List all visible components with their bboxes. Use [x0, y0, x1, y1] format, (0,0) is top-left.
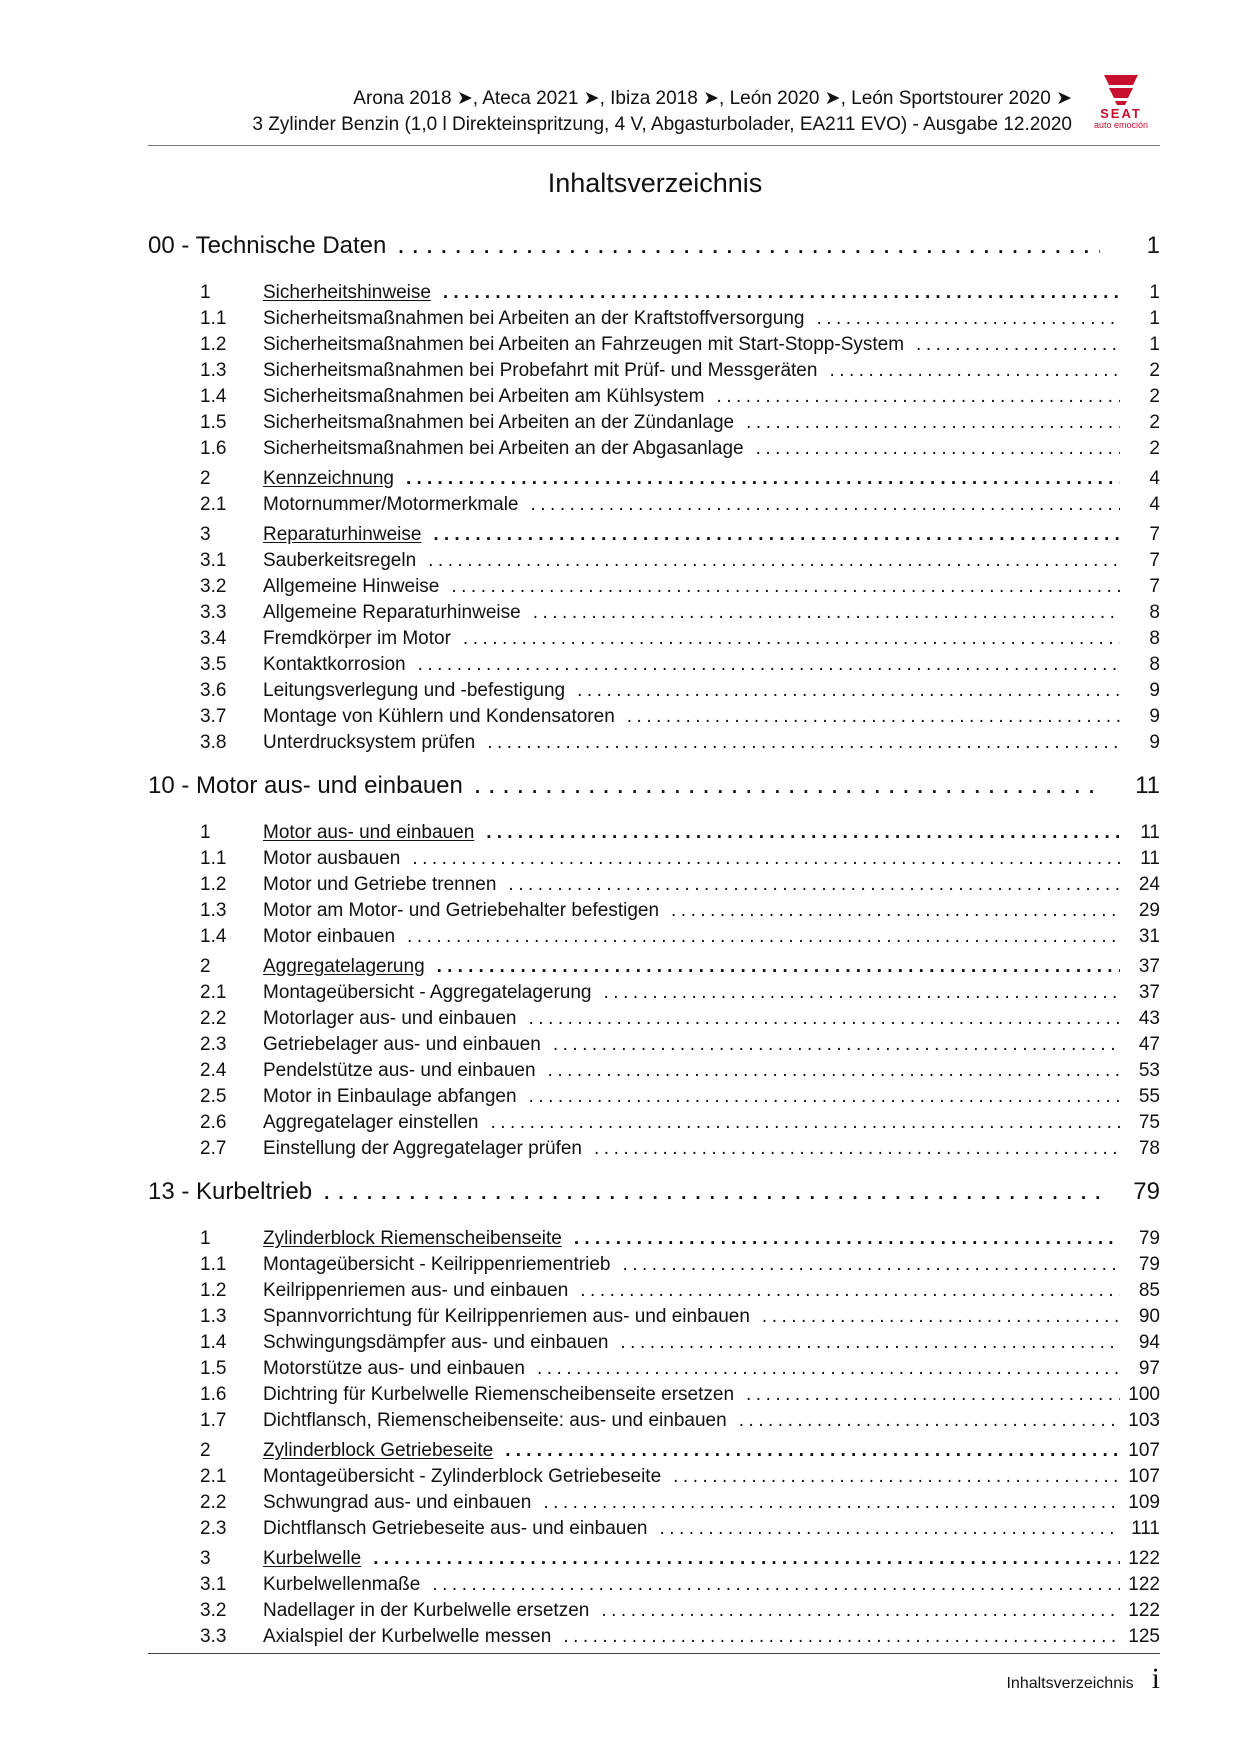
- entry-page: 9: [1149, 732, 1160, 753]
- dot-leader: [361, 1548, 1120, 1570]
- dot-leader: [439, 576, 1120, 598]
- section-title: Motor aus- und einbauen: [263, 822, 475, 843]
- dot-leader: [463, 777, 1100, 799]
- entry-page: 2: [1149, 412, 1160, 433]
- section-number: 3: [200, 524, 211, 545]
- toc-entry[interactable]: [148, 1518, 1160, 1544]
- toc-entry[interactable]: [148, 1358, 1160, 1384]
- toc-entry[interactable]: [148, 438, 1160, 464]
- toc-chapter[interactable]: [148, 772, 1160, 818]
- entry-page: 8: [1149, 602, 1160, 623]
- entry-page: 90: [1138, 1306, 1160, 1327]
- dot-leader: [517, 1008, 1120, 1030]
- dot-leader: [406, 654, 1120, 676]
- entry-title: Montageübersicht - Keilrippenriementrieb: [263, 1254, 611, 1275]
- entry-number: 2.1: [200, 494, 227, 515]
- entry-title: Motorlager aus- und einbauen: [263, 1008, 517, 1029]
- entry-page: 53: [1138, 1060, 1160, 1081]
- dot-leader: [493, 1440, 1120, 1462]
- toc-section-group: [148, 822, 1160, 952]
- entry-number: 2.1: [200, 982, 227, 1003]
- chapter-page: 1: [1146, 232, 1160, 259]
- toc-entry[interactable]: [148, 334, 1160, 360]
- dot-leader: [744, 438, 1120, 460]
- entry-number: 2.6: [200, 1112, 227, 1133]
- dot-leader: [416, 550, 1120, 572]
- entry-number: 3.4: [200, 628, 227, 649]
- entry-number: 1.2: [200, 874, 227, 895]
- entry-title: Motor ausbauen: [263, 848, 401, 869]
- chapter-page: 11: [1135, 772, 1160, 799]
- entry-title: Allgemeine Hinweise: [263, 576, 440, 597]
- section-page: 11: [1140, 822, 1160, 843]
- entry-title: Schwungrad aus- und einbauen: [263, 1492, 532, 1513]
- toc-entry[interactable]: [148, 1492, 1160, 1518]
- entry-page: 85: [1138, 1280, 1160, 1301]
- dot-leader: [474, 822, 1120, 844]
- toc-entry[interactable]: [148, 576, 1160, 602]
- footer-divider: [148, 1653, 1160, 1654]
- dot-leader: [817, 360, 1120, 382]
- document-header: [0, 86, 1072, 138]
- toc-entry[interactable]: [148, 900, 1160, 926]
- section-number: 1: [200, 282, 211, 303]
- section-page: 7: [1149, 524, 1160, 545]
- entry-title: Kurbelwellenmaße: [263, 1574, 421, 1595]
- entry-number: 1.3: [200, 900, 227, 921]
- toc-entry[interactable]: [148, 874, 1160, 900]
- dot-leader: [451, 628, 1120, 650]
- entry-page: 103: [1128, 1410, 1160, 1431]
- section-page: 107: [1128, 1440, 1160, 1461]
- entry-number: 3.3: [200, 1626, 227, 1647]
- seat-logo: [1086, 72, 1156, 132]
- toc-entry[interactable]: [148, 1280, 1160, 1306]
- dot-leader: [394, 468, 1120, 490]
- entry-page: 9: [1149, 706, 1160, 727]
- dot-leader: [496, 874, 1120, 896]
- dot-leader: [615, 706, 1120, 728]
- entry-page: 11: [1140, 848, 1160, 869]
- entry-title: Dichtflansch, Riemenscheibenseite: aus- und einbauen: [263, 1410, 727, 1431]
- entry-title: Keilrippenriemen aus- und einbauen: [263, 1280, 569, 1301]
- entry-number: 1.3: [200, 360, 227, 381]
- entry-title: Unterdrucksystem prüfen: [263, 732, 476, 753]
- entry-number: 2.4: [200, 1060, 227, 1081]
- entry-title: Motor am Motor- und Getriebehalter befestigen: [263, 900, 660, 921]
- toc-entry[interactable]: [148, 1332, 1160, 1358]
- chapter-title: 00 - Technische Daten: [148, 232, 387, 259]
- toc-section-group: [148, 1228, 1160, 1436]
- entry-title: Nadellager in der Kurbelwelle ersetzen: [263, 1600, 590, 1621]
- toc-entry[interactable]: [148, 308, 1160, 334]
- section-page: 4: [1149, 468, 1160, 489]
- entry-title: Motor einbauen: [263, 926, 396, 947]
- toc-entry[interactable]: [148, 550, 1160, 576]
- entry-title: Aggregatelager einstellen: [263, 1112, 479, 1133]
- entry-number: 3.2: [200, 1600, 227, 1621]
- entry-page: 1: [1149, 308, 1160, 329]
- section-number: 2: [200, 1440, 211, 1461]
- entry-number: 1.7: [200, 1410, 227, 1431]
- toc-section-group: [148, 282, 1160, 464]
- toc-entry[interactable]: [148, 1086, 1160, 1112]
- toc-entry[interactable]: [148, 680, 1160, 706]
- toc-entry[interactable]: [148, 848, 1160, 874]
- toc-entry[interactable]: [148, 926, 1160, 952]
- page-footer: [1006, 1662, 1160, 1696]
- entry-page: 2: [1149, 438, 1160, 459]
- entry-number: 3.5: [200, 654, 227, 675]
- entry-number: 1.1: [200, 1254, 227, 1275]
- toc-entry[interactable]: [148, 1626, 1160, 1652]
- entry-title: Motornummer/Motormerkmale: [263, 494, 519, 515]
- entry-number: 3.7: [200, 706, 227, 727]
- section-title: Sicherheitshinweise: [263, 282, 431, 303]
- entry-page: 43: [1138, 1008, 1160, 1029]
- toc-entry[interactable]: [148, 1138, 1160, 1164]
- dot-leader: [479, 1112, 1121, 1134]
- table-of-contents: [148, 232, 1160, 1652]
- entry-title: Montageübersicht - Aggregatelagerung: [263, 982, 592, 1003]
- toc-entry[interactable]: [148, 1008, 1160, 1034]
- toc-section[interactable]: [148, 1440, 1160, 1466]
- entry-page: 94: [1138, 1332, 1160, 1353]
- brand-name: SEAT: [1100, 106, 1142, 121]
- entry-title: Sicherheitsmaßnahmen bei Arbeiten am Kühlsystem: [263, 386, 705, 407]
- entry-title: Dichtring für Kurbelwelle Riemenscheibenseite ersetzen: [263, 1384, 735, 1405]
- entry-number: 1.4: [200, 386, 227, 407]
- section-title: Zylinderblock Getriebeseite: [263, 1440, 494, 1461]
- chapter-page: 79: [1133, 1178, 1160, 1205]
- toc-chapter[interactable]: [148, 1178, 1160, 1224]
- entry-number: 1.1: [200, 308, 227, 329]
- section-title: Kurbelwelle: [263, 1548, 362, 1569]
- dot-leader: [727, 1410, 1120, 1432]
- entry-title: Montage von Kühlern und Kondensatoren: [263, 706, 615, 727]
- entry-title: Sicherheitsmaßnahmen bei Arbeiten an der Abgasanlage: [263, 438, 744, 459]
- dot-leader: [647, 1518, 1120, 1540]
- toc-entry[interactable]: [148, 654, 1160, 680]
- dot-leader: [395, 926, 1120, 948]
- entry-number: 2.2: [200, 1492, 227, 1513]
- toc-section[interactable]: [148, 468, 1160, 494]
- header-models: Arona 2018 ➤, Ateca 2021 ➤, Ibiza 2018 ➤, León 2020 ➤, León Sportstourer 2020 ➤: [353, 88, 1072, 109]
- section-number: 3: [200, 1548, 211, 1569]
- dot-leader: [400, 848, 1120, 870]
- toc-section[interactable]: [148, 1228, 1160, 1254]
- entry-number: 3.3: [200, 602, 227, 623]
- entry-title: Fremdkörper im Motor: [263, 628, 451, 649]
- dot-leader: [704, 386, 1120, 408]
- entry-number: 1.6: [200, 1384, 227, 1405]
- page-title: Inhaltsverzeichnis: [547, 168, 763, 198]
- entry-number: 2.7: [200, 1138, 227, 1159]
- entry-number: 1.5: [200, 1358, 227, 1379]
- header-divider: [148, 145, 1160, 146]
- dot-leader: [804, 308, 1120, 330]
- entry-title: Motor in Einbaulage abfangen: [263, 1086, 517, 1107]
- dot-leader: [421, 524, 1120, 546]
- toc-entry[interactable]: [148, 706, 1160, 732]
- entry-title: Motorstütze aus- und einbauen: [263, 1358, 525, 1379]
- entry-page: 109: [1128, 1492, 1160, 1513]
- entry-page: 7: [1149, 576, 1160, 597]
- entry-page: 107: [1128, 1466, 1160, 1487]
- toc-section-group: [148, 956, 1160, 1164]
- entry-page: 9: [1149, 680, 1160, 701]
- toc-entry[interactable]: [148, 1112, 1160, 1138]
- dot-leader: [386, 237, 1100, 259]
- entry-page: 31: [1138, 926, 1160, 947]
- toc-section[interactable]: [148, 282, 1160, 308]
- entry-page: 47: [1138, 1034, 1160, 1055]
- entry-number: 1.1: [200, 848, 227, 869]
- toc-entry[interactable]: [148, 494, 1160, 520]
- entry-page: 55: [1138, 1086, 1160, 1107]
- toc-section[interactable]: [148, 524, 1160, 550]
- toc-entry[interactable]: [148, 360, 1160, 386]
- entry-number: 2.1: [200, 1466, 227, 1487]
- entry-title: Motor und Getriebe trennen: [263, 874, 497, 895]
- entry-page: 7: [1149, 550, 1160, 571]
- entry-page: 37: [1138, 982, 1160, 1003]
- entry-number: 1.5: [200, 412, 227, 433]
- entry-title: Dichtflansch Getriebeseite aus- und einbauen: [263, 1518, 648, 1539]
- entry-number: 1.6: [200, 438, 227, 459]
- entry-page: 4: [1149, 494, 1160, 515]
- toc-entry[interactable]: [148, 1574, 1160, 1600]
- dot-leader: [312, 1183, 1100, 1205]
- entry-title: Schwingungsdämpfer aus- und einbauen: [263, 1332, 609, 1353]
- dot-leader: [475, 732, 1120, 754]
- entry-number: 3.8: [200, 732, 227, 753]
- toc-section-group: [148, 524, 1160, 758]
- entry-title: Pendelstütze aus- und einbauen: [263, 1060, 536, 1081]
- dot-leader: [565, 680, 1120, 702]
- dot-leader: [582, 1138, 1120, 1160]
- entry-page: 111: [1131, 1518, 1160, 1539]
- entry-number: 1.2: [200, 1280, 227, 1301]
- section-title: Reparaturhinweise: [263, 524, 422, 545]
- toc-entry[interactable]: [148, 732, 1160, 758]
- dot-leader: [541, 1034, 1120, 1056]
- toc-entry[interactable]: [148, 1034, 1160, 1060]
- toc-section[interactable]: [148, 822, 1160, 848]
- entry-title: Sauberkeitsregeln: [263, 550, 417, 571]
- toc-section[interactable]: [148, 956, 1160, 982]
- dot-leader: [659, 900, 1120, 922]
- header-engine: 3 Zylinder Benzin (1,0 l Direkteinspritzung, 4 V, Abgasturbolader, EA211 EVO) - Ausgabe 12.2020: [252, 114, 1072, 135]
- dot-leader: [610, 1254, 1120, 1276]
- entry-number: 1.4: [200, 926, 227, 947]
- section-title: Kennzeichnung: [263, 468, 394, 489]
- dot-leader: [531, 1492, 1120, 1514]
- entry-page: 97: [1138, 1358, 1160, 1379]
- entry-title: Spannvorrichtung für Keilrippenriemen aus- und einbauen: [263, 1306, 750, 1327]
- entry-number: 3.2: [200, 576, 227, 597]
- dot-leader: [568, 1280, 1120, 1302]
- toc-entry[interactable]: [148, 386, 1160, 412]
- entry-number: 2.3: [200, 1518, 227, 1539]
- entry-page: 122: [1128, 1574, 1160, 1595]
- toc-entry[interactable]: [148, 412, 1160, 438]
- entry-number: 1.4: [200, 1332, 227, 1353]
- toc-entry[interactable]: [148, 982, 1160, 1008]
- brand-claim: auto emoción: [1093, 120, 1149, 130]
- dot-leader: [551, 1626, 1120, 1648]
- toc-section-group: [148, 1440, 1160, 1544]
- entry-title: Einstellung der Aggregatelager prüfen: [263, 1138, 583, 1159]
- dot-leader: [425, 956, 1120, 978]
- entry-number: 3.1: [200, 1574, 227, 1595]
- entry-title: Leitungsverlegung und -befestigung: [263, 680, 566, 701]
- dot-leader: [517, 1086, 1120, 1108]
- dot-leader: [536, 1060, 1120, 1082]
- toc-section[interactable]: [148, 1548, 1160, 1574]
- entry-title: Kontaktkorrosion: [263, 654, 406, 675]
- dot-leader: [420, 1574, 1120, 1596]
- section-page: 1: [1149, 282, 1160, 303]
- entry-title: Montageübersicht - Zylinderblock Getriebeseite: [263, 1466, 662, 1487]
- footer-page-number: i: [1151, 1662, 1160, 1695]
- dot-leader: [521, 602, 1120, 624]
- section-title: Zylinderblock Riemenscheibenseite: [263, 1228, 562, 1249]
- entry-title: Allgemeine Reparaturhinweise: [263, 602, 521, 623]
- entry-page: 29: [1138, 900, 1160, 921]
- dot-leader: [904, 334, 1120, 356]
- entry-page: 24: [1138, 874, 1160, 895]
- toc-entry[interactable]: [148, 1466, 1160, 1492]
- toc-entry[interactable]: [148, 1384, 1160, 1410]
- entry-number: 1.2: [200, 334, 227, 355]
- toc-section-group: [148, 1548, 1160, 1652]
- dot-leader: [519, 494, 1121, 516]
- toc-entry[interactable]: [148, 1254, 1160, 1280]
- entry-page: 8: [1149, 628, 1160, 649]
- entry-title: Getriebelager aus- und einbauen: [263, 1034, 541, 1055]
- toc-section-group: [148, 468, 1160, 520]
- footer-label: Inhaltsverzeichnis: [1006, 1675, 1134, 1692]
- toc-entry[interactable]: [148, 1060, 1160, 1086]
- section-number: 2: [200, 956, 211, 977]
- section-number: 1: [200, 1228, 211, 1249]
- entry-page: 78: [1138, 1138, 1160, 1159]
- toc-chapter[interactable]: [148, 232, 1160, 278]
- entry-number: 2.3: [200, 1034, 227, 1055]
- toc-entry[interactable]: [148, 1410, 1160, 1436]
- section-page: 79: [1138, 1228, 1160, 1249]
- chapter-title: 13 - Kurbeltrieb: [148, 1178, 313, 1205]
- dot-leader: [734, 1384, 1120, 1406]
- entry-page: 8: [1149, 654, 1160, 675]
- entry-number: 2.2: [200, 1008, 227, 1029]
- entry-page: 100: [1128, 1384, 1160, 1405]
- toc-entry[interactable]: [148, 1600, 1160, 1626]
- section-title: Aggregatelagerung: [263, 956, 425, 977]
- entry-page: 122: [1128, 1600, 1160, 1621]
- dot-leader: [750, 1306, 1120, 1328]
- dot-leader: [661, 1466, 1120, 1488]
- dot-leader: [592, 982, 1120, 1004]
- toc-entry[interactable]: [148, 1306, 1160, 1332]
- section-number: 1: [200, 822, 211, 843]
- entry-page: 75: [1138, 1112, 1160, 1133]
- section-number: 2: [200, 468, 211, 489]
- entry-title: Sicherheitsmaßnahmen bei Arbeiten an Fahrzeugen mit Start-Stopp-System: [263, 334, 905, 355]
- entry-title: Axialspiel der Kurbelwelle messen: [263, 1626, 552, 1647]
- dot-leader: [734, 412, 1120, 434]
- entry-number: 3.6: [200, 680, 227, 701]
- entry-number: 2.5: [200, 1086, 227, 1107]
- entry-title: Sicherheitsmaßnahmen bei Arbeiten an der Zündanlage: [263, 412, 735, 433]
- dot-leader: [589, 1600, 1120, 1622]
- toc-entry[interactable]: [148, 602, 1160, 628]
- dot-leader: [608, 1332, 1120, 1354]
- entry-page: 125: [1128, 1626, 1160, 1647]
- entry-title: Sicherheitsmaßnahmen bei Arbeiten an der Kraftstoffversorgung: [263, 308, 805, 329]
- dot-leader: [562, 1228, 1120, 1250]
- seat-logo-icon: [1100, 72, 1142, 106]
- entry-page: 79: [1138, 1254, 1160, 1275]
- entry-number: 1.3: [200, 1306, 227, 1327]
- chapter-title: 10 - Motor aus- und einbauen: [148, 772, 463, 799]
- dot-leader: [431, 282, 1120, 304]
- entry-title: Sicherheitsmaßnahmen bei Probefahrt mit Prüf- und Messgeräten: [263, 360, 818, 381]
- entry-page: 1: [1149, 334, 1160, 355]
- entry-page: 2: [1149, 386, 1160, 407]
- entry-number: 3.1: [200, 550, 227, 571]
- section-page: 37: [1138, 956, 1160, 977]
- toc-entry[interactable]: [148, 628, 1160, 654]
- entry-page: 2: [1149, 360, 1160, 381]
- section-page: 122: [1128, 1548, 1160, 1569]
- dot-leader: [525, 1358, 1120, 1380]
